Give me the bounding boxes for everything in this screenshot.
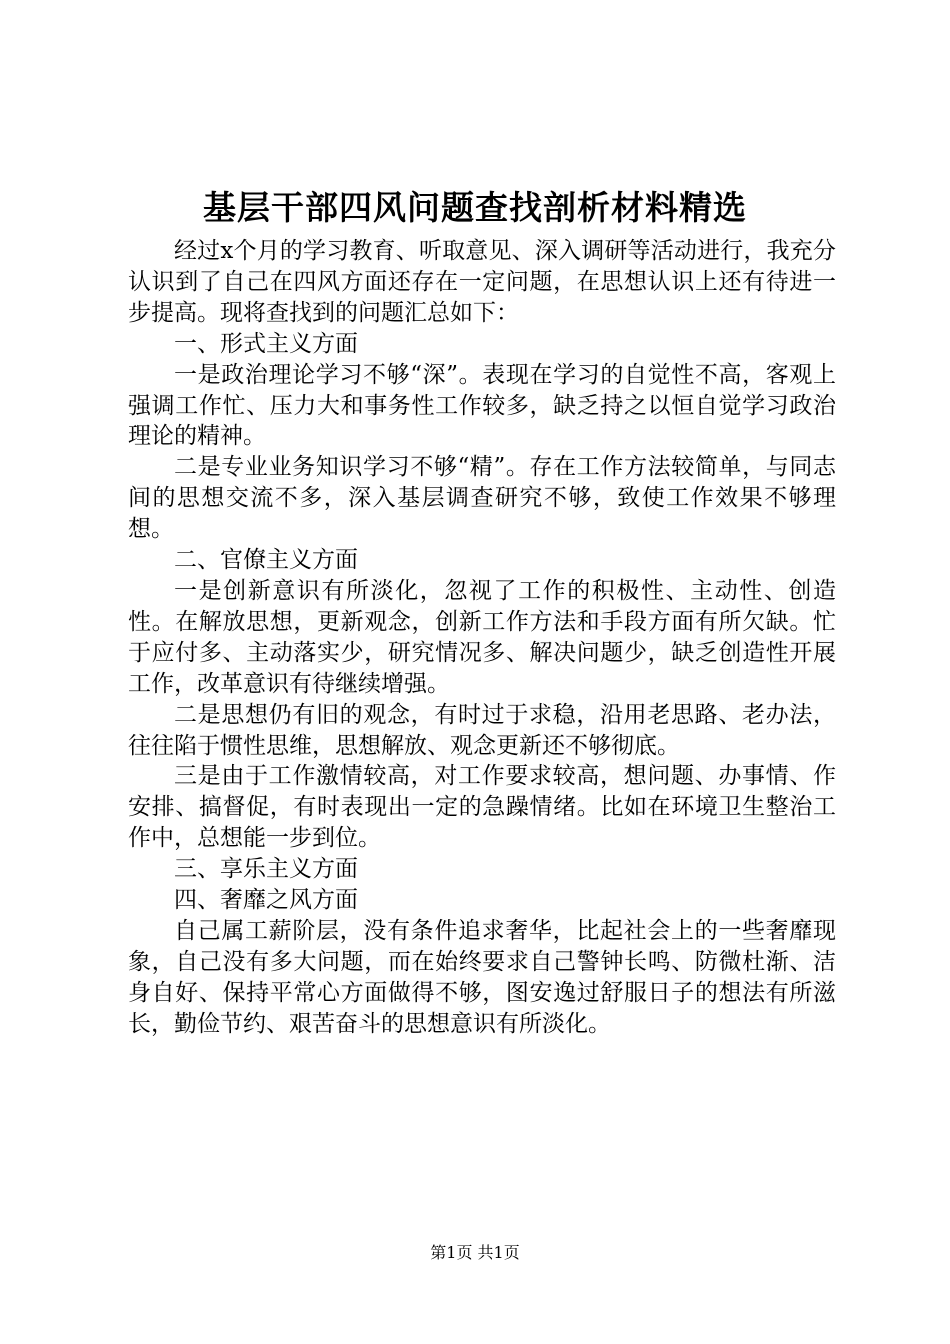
section-heading-bureaucratism: 二、官僚主义方面: [174, 547, 358, 574]
paragraph-bureaucratism-2: 二是思想仍有旧的观念，有时过于求稳，沿用老思路、老办法，往往陷于惯性思维，思想解放、观念更新还不够彻底。: [128, 701, 836, 759]
paragraph-extravagance: 自己属工薪阶层，没有条件追求奢华，比起社会上的一些奢靡现象，自己没有多大问题，而在始终要求自己警钟长鸣、防微杜渐、洁身自好、保持平常心方面做得不够，图安逸过舒服日子的想法有所滋长，勤俭节约、艰苦奋斗的思想意识有所淡化。: [128, 917, 836, 1037]
paragraph-intro: 经过x个月的学习教育、听取意见、深入调研等活动进行，我充分认识到了自己在四风方面还存在一定问题，在思想认识上还有待进一步提高。现将查找到的问题汇总如下：: [128, 238, 836, 326]
paragraph-bureaucratism-3: 三是由于工作激情较高，对工作要求较高，想问题、办事情、作安排、搞督促，有时表现出一定的急躁情绪。比如在环境卫生整治工作中，总想能一步到位。: [128, 763, 836, 852]
page-footer: 第1页 共1页: [430, 1243, 520, 1262]
section-heading-hedonism: 三、享乐主义方面: [174, 856, 358, 883]
paragraph-formalism-2: 二是专业业务知识学习不够“精”。存在工作方法较简单，与同志间的思想交流不多，深入基层调查研究不够，致使工作效果不够理想。: [128, 454, 836, 543]
paragraph-formalism-1: 一是政治理论学习不够“深”。表现在学习的自觉性不高，客观上强调工作忙、压力大和事务性工作较多，缺乏持之以恒自觉学习政治理论的精神。: [128, 361, 836, 450]
section-heading-formalism: 一、形式主义方面: [174, 330, 358, 357]
section-heading-extravagance: 四、奢靡之风方面: [174, 887, 358, 914]
paragraph-bureaucratism-1: 一是创新意识有所淡化，忽视了工作的积极性、主动性、创造性。在解放思想，更新观念，创新工作方法和手段方面有所欠缺。忙于应付多、主动落实少，研究情况多、解决问题少，缺乏创造性开展工作，改革意识有待继续增强。: [128, 577, 836, 697]
document-body: [128, 236, 836, 1040]
document-title: 基层干部四风问题查找剖析材料精选: [203, 188, 747, 227]
